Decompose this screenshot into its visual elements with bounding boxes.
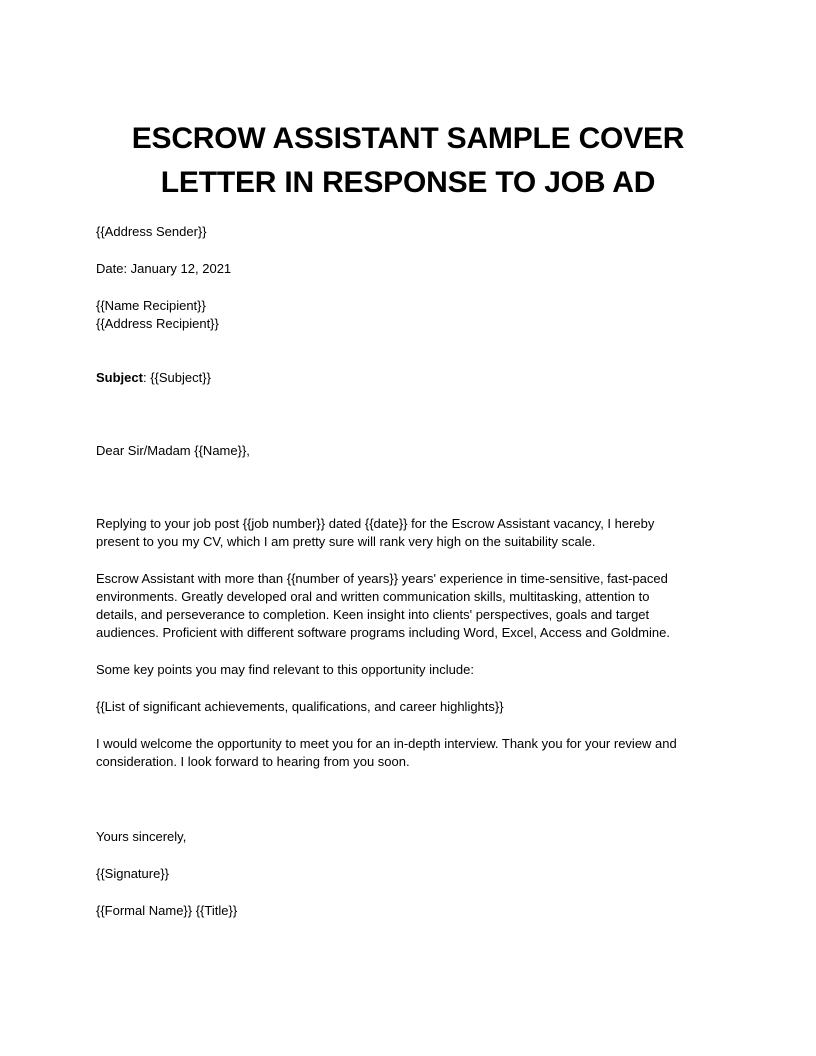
formal-name-title: {{Formal Name}} {{Title}} (96, 903, 238, 918)
paragraph-1 (96, 515, 721, 551)
paragraph-2-line-4: audiences. Proficient with different software programs including Word, Excel, Access and Goldmine. (96, 625, 670, 640)
paragraph-2-line-1: Escrow Assistant with more than {{number of years}} years' experience in time-sensitive, fast-paced (96, 571, 668, 586)
address-recipient: {{Address Recipient}} (96, 316, 219, 331)
subject-line (96, 369, 211, 387)
closing: Yours sincerely, (96, 829, 187, 844)
achievements-placeholder: {{List of significant achievements, qualifications, and career highlights}} (96, 699, 504, 714)
signature-placeholder: {{Signature}} (96, 866, 170, 881)
paragraph-3 (96, 735, 721, 771)
letter-date: Date: January 12, 2021 (96, 261, 232, 276)
name-recipient: {{Name Recipient}} (96, 298, 206, 313)
title-line-1: ESCROW ASSISTANT SAMPLE COVER (131, 122, 685, 155)
paragraph-3-line-1: I would welcome the opportunity to meet you for an in-depth interview. Thank you for your review and (96, 736, 677, 751)
paragraph-2-line-3: details, and perseverance to completion. Keen insight into clients' perspectives, goals and target (96, 607, 650, 622)
subject-value: : {{Subject}} (142, 370, 211, 385)
title-line-2: LETTER IN RESPONSE TO JOB AD (160, 166, 656, 199)
paragraph-1-line-1: Replying to your job post {{job number}} dated {{date}} for the Escrow Assistant vacancy, I hereby (96, 516, 655, 531)
paragraph-1-line-2: present to you my CV, which I am pretty sure will rank very high on the suitability scale. (96, 534, 596, 549)
key-points-intro: Some key points you may find relevant to this opportunity include: (96, 662, 474, 677)
paragraph-3-line-2: consideration. I look forward to hearing from you soon. (96, 754, 410, 769)
salutation: Dear Sir/Madam {{Name}}, (96, 443, 250, 458)
address-sender: {{Address Sender}} (96, 224, 207, 239)
paragraph-2-line-2: environments. Greatly developed oral and written communication skills, multitasking, attention to (96, 589, 650, 604)
paragraph-2 (96, 570, 721, 642)
document-title (96, 117, 720, 205)
subject-label: Subject (96, 370, 143, 385)
